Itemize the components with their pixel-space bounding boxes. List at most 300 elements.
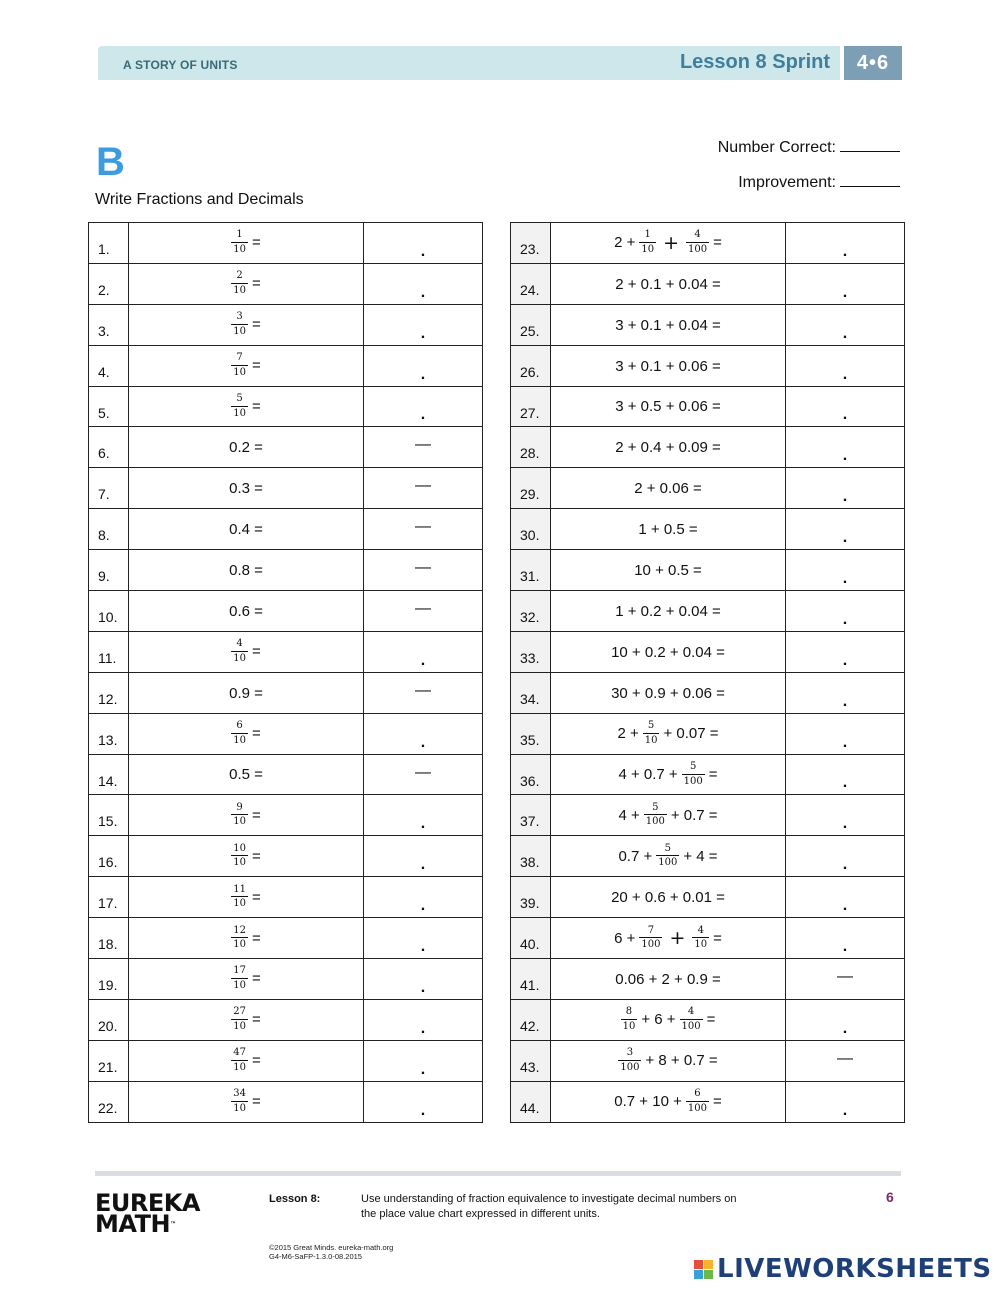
answer-cell[interactable] <box>786 386 905 427</box>
expression-text: 10 + 0.2 + 0.04 = <box>611 643 725 661</box>
expression-text: 2 + 0.1 + 0.04 = <box>615 275 721 293</box>
fraction <box>231 803 248 828</box>
problem-row <box>511 345 905 386</box>
denominator: 10 <box>233 734 246 746</box>
numerator: 3 <box>618 1048 641 1061</box>
sprint-letter: B <box>96 140 125 184</box>
problem-expression <box>551 877 786 918</box>
number-correct-blank[interactable] <box>840 138 900 152</box>
operator: + <box>663 231 680 254</box>
problem-row <box>89 386 483 427</box>
answer-cell[interactable] <box>364 672 483 713</box>
decimal-point-marker: . <box>842 529 848 547</box>
decimal-point-marker: . <box>842 406 848 424</box>
problem-number: 33. <box>511 631 551 672</box>
problem-row <box>511 959 905 1000</box>
fraction <box>639 926 662 951</box>
problem-row <box>511 836 905 877</box>
liveworksheets-text: LIVEWORKSHEETS <box>717 1254 992 1284</box>
denominator: 10 <box>694 939 708 951</box>
answer-cell[interactable] <box>364 263 483 304</box>
number-correct-label: Number Correct: <box>717 139 836 156</box>
sprint-title: Write Fractions and Decimals <box>95 191 304 208</box>
problem-number: 6. <box>89 427 129 468</box>
decimal-point-marker: . <box>842 570 848 588</box>
answer-cell[interactable] <box>786 836 905 877</box>
operator: = <box>251 643 261 661</box>
fraction-bar-marker: — <box>415 600 431 618</box>
problem-expression <box>129 468 364 509</box>
problem-number: 14. <box>89 754 129 795</box>
answer-cell[interactable] <box>786 591 905 632</box>
numerator: 8 <box>621 1007 638 1020</box>
expression-text: 0.8 = <box>229 561 263 579</box>
problem-expression <box>129 427 364 468</box>
operator: = <box>251 398 261 415</box>
problems-table-left <box>88 222 483 1123</box>
problem-row <box>89 836 483 877</box>
copyright-text: ©2015 Great Minds. eureka-math.org <box>269 1243 394 1252</box>
problem-number: 40. <box>511 918 551 959</box>
fraction <box>231 271 248 296</box>
operator: = <box>713 929 722 947</box>
answer-cell[interactable] <box>786 795 905 836</box>
document-code: G4-M6-SaFP-1.3.0-08.2015 <box>269 1252 362 1261</box>
fraction <box>231 1048 248 1073</box>
problem-number: 5. <box>89 386 129 427</box>
logo-line-2-text: MATH <box>95 1210 171 1238</box>
problem-number: 24. <box>511 263 551 304</box>
problem-expression <box>551 1040 786 1081</box>
problem-number: 2. <box>89 263 129 304</box>
expression-text: 0.5 = <box>229 766 263 784</box>
header-banner <box>98 46 840 80</box>
series-label: A STORY OF UNITS <box>123 58 238 72</box>
decimal-point-marker: . <box>420 733 426 751</box>
footer-lesson-label: Lesson 8: <box>269 1193 321 1205</box>
fraction-bar-marker: — <box>415 681 431 699</box>
operator: = <box>251 1093 261 1111</box>
denominator: 10 <box>233 652 246 664</box>
problem-expression <box>129 550 364 591</box>
problem-row <box>511 509 905 550</box>
fraction <box>231 966 248 991</box>
problem-expression <box>129 509 364 550</box>
problem-expression <box>551 1081 786 1122</box>
denominator: 10 <box>233 898 246 910</box>
answer-cell[interactable] <box>786 918 905 959</box>
fraction <box>621 1007 638 1032</box>
answer-cell[interactable] <box>786 999 905 1040</box>
problem-row <box>89 713 483 754</box>
decimal-point-marker: . <box>842 815 848 833</box>
problem-row <box>89 304 483 345</box>
answer-cell[interactable] <box>364 550 483 591</box>
problem-row <box>89 223 483 264</box>
numerator: 10 <box>231 844 248 857</box>
answer-cell[interactable] <box>786 672 905 713</box>
expression-text: 0.2 = <box>229 439 263 457</box>
problem-expression <box>551 631 786 672</box>
answer-cell[interactable] <box>786 509 905 550</box>
denominator: 100 <box>687 1102 707 1114</box>
answer-cell[interactable] <box>786 959 905 1000</box>
answer-cell[interactable] <box>786 631 905 672</box>
fraction <box>231 394 248 419</box>
problem-expression <box>129 345 364 386</box>
problem-number: 19. <box>89 959 129 1000</box>
decimal-point-marker: . <box>842 488 848 506</box>
fraction <box>692 926 709 951</box>
answer-cell[interactable] <box>364 959 483 1000</box>
answer-cell[interactable] <box>364 877 483 918</box>
problem-number: 42. <box>511 999 551 1040</box>
improvement-blank[interactable] <box>840 173 900 187</box>
problem-row <box>511 1081 905 1122</box>
problem-expression <box>129 754 364 795</box>
problem-expression <box>551 836 786 877</box>
problem-number: 29. <box>511 468 551 509</box>
page-number: 6 <box>886 1189 894 1205</box>
decimal-point-marker: . <box>842 324 848 342</box>
problem-number: 25. <box>511 304 551 345</box>
problem-expression <box>129 959 364 1000</box>
problem-number: 41. <box>511 959 551 1000</box>
problems-table-right <box>510 222 905 1123</box>
numerator: 4 <box>231 639 248 652</box>
denominator: 10 <box>233 243 246 255</box>
answer-cell[interactable] <box>364 223 483 264</box>
problem-expression <box>551 672 786 713</box>
fraction <box>231 1089 248 1114</box>
logo-line-1: EUREKA <box>95 1189 200 1217</box>
problem-number: 22. <box>89 1081 129 1122</box>
answer-cell[interactable] <box>786 427 905 468</box>
expression-text: 4 + <box>618 806 640 824</box>
fraction <box>231 926 248 951</box>
denominator: 10 <box>644 734 658 746</box>
answer-cell[interactable] <box>364 386 483 427</box>
denominator: 10 <box>233 1061 246 1073</box>
fraction-bar-marker: — <box>415 477 431 495</box>
problem-row <box>89 795 483 836</box>
logo-square-1 <box>694 1260 703 1269</box>
fraction <box>680 1007 703 1032</box>
problem-expression <box>129 877 364 918</box>
denominator: 100 <box>641 939 661 951</box>
answer-cell[interactable] <box>786 713 905 754</box>
answer-cell[interactable] <box>786 550 905 591</box>
problem-expression <box>551 386 786 427</box>
decimal-point-marker: . <box>842 897 848 915</box>
problem-number: 16. <box>89 836 129 877</box>
problem-row <box>89 345 483 386</box>
problem-number: 38. <box>511 836 551 877</box>
fraction <box>231 885 248 910</box>
answer-cell[interactable] <box>364 795 483 836</box>
answer-cell[interactable] <box>364 999 483 1040</box>
decimal-point-marker: . <box>842 733 848 751</box>
decimal-point-marker: . <box>420 1019 426 1037</box>
decimal-point-marker: . <box>842 365 848 383</box>
numerator: 27 <box>231 1007 248 1020</box>
answer-cell[interactable] <box>786 468 905 509</box>
operator: = <box>251 806 261 824</box>
decimal-point-marker: . <box>420 406 426 424</box>
denominator: 10 <box>641 243 655 255</box>
eureka-math-logo <box>95 1189 200 1238</box>
answer-cell[interactable] <box>786 345 905 386</box>
expression-text: 2 + <box>614 234 636 252</box>
problem-expression <box>129 836 364 877</box>
problem-row <box>511 263 905 304</box>
fraction-bar-marker: — <box>837 1049 853 1067</box>
problem-expression <box>551 713 786 754</box>
problem-row <box>511 999 905 1040</box>
numerator: 4 <box>692 926 709 939</box>
numerator: 6 <box>231 721 248 734</box>
operator: = <box>251 316 261 334</box>
answer-cell[interactable] <box>364 631 483 672</box>
numerator: 7 <box>231 353 248 366</box>
problem-row <box>89 1081 483 1122</box>
problem-expression <box>129 631 364 672</box>
operator: + <box>669 927 686 950</box>
grade-module-badge: 4•6 <box>844 46 902 80</box>
expression-text: + 4 = <box>683 847 718 865</box>
problem-expression <box>129 1081 364 1122</box>
problem-expression <box>129 223 364 264</box>
problem-row <box>511 631 905 672</box>
operator: = <box>251 929 261 947</box>
decimal-point-marker: . <box>420 651 426 669</box>
numerator: 4 <box>686 230 709 243</box>
decimal-point-marker: . <box>420 324 426 342</box>
problem-number: 36. <box>511 754 551 795</box>
problem-number: 10. <box>89 591 129 632</box>
decimal-point-marker: . <box>420 815 426 833</box>
decimal-point-marker: . <box>420 897 426 915</box>
problem-number: 11. <box>89 631 129 672</box>
problem-row <box>89 263 483 304</box>
numerator: 5 <box>644 803 667 816</box>
answer-cell[interactable] <box>786 877 905 918</box>
fraction <box>686 1089 709 1114</box>
fraction <box>682 762 705 787</box>
decimal-point-marker: . <box>420 283 426 301</box>
operator: = <box>251 234 261 252</box>
operator: = <box>251 847 261 865</box>
decimal-point-marker: . <box>420 1060 426 1078</box>
answer-cell[interactable] <box>786 754 905 795</box>
number-correct <box>718 138 900 157</box>
problem-expression <box>551 427 786 468</box>
problem-number: 44. <box>511 1081 551 1122</box>
decimal-point-marker: . <box>842 938 848 956</box>
problem-expression <box>129 918 364 959</box>
footer-lesson-description: Use understanding of fraction equivalence to investigate decimal numbers on the place value chart expressed in different units. <box>361 1193 737 1220</box>
problem-row <box>511 918 905 959</box>
answer-cell[interactable] <box>364 1040 483 1081</box>
decimal-point-marker: . <box>842 447 848 465</box>
problem-expression <box>129 795 364 836</box>
decimal-point-marker: . <box>842 774 848 792</box>
operator: = <box>251 725 261 743</box>
problem-row <box>89 1040 483 1081</box>
problem-number: 32. <box>511 591 551 632</box>
expression-text: 2 + <box>617 725 639 743</box>
problem-expression <box>129 263 364 304</box>
fraction <box>231 353 248 378</box>
numerator: 12 <box>231 926 248 939</box>
problem-number: 43. <box>511 1040 551 1081</box>
expression-text: 3 + 0.5 + 0.06 = <box>615 398 721 416</box>
answer-cell[interactable] <box>786 223 905 264</box>
problem-row <box>89 468 483 509</box>
answer-cell[interactable] <box>364 345 483 386</box>
denominator: 10 <box>233 366 246 378</box>
expression-text: 0.06 + 2 + 0.9 = <box>615 970 721 988</box>
operator: = <box>251 1011 261 1029</box>
denominator: 10 <box>233 1020 246 1032</box>
answer-cell[interactable] <box>364 591 483 632</box>
fraction <box>231 844 248 869</box>
problem-row <box>89 672 483 713</box>
expression-text: 10 + 0.5 = <box>634 561 702 579</box>
expression-text: 6 + <box>614 929 636 947</box>
expression-text: 0.3 = <box>229 480 263 498</box>
problem-number: 1. <box>89 223 129 264</box>
operator: = <box>706 1011 716 1029</box>
fraction <box>231 721 248 746</box>
answer-cell[interactable] <box>786 1040 905 1081</box>
numerator: 7 <box>639 926 662 939</box>
numerator: 5 <box>682 762 705 775</box>
operator: = <box>713 234 722 252</box>
decimal-point-marker: . <box>842 283 848 301</box>
answer-cell[interactable] <box>364 918 483 959</box>
numerator: 34 <box>231 1089 248 1102</box>
problem-number: 17. <box>89 877 129 918</box>
footer-copyright <box>269 1243 393 1261</box>
expression-text: 2 + 0.4 + 0.09 = <box>615 439 721 457</box>
decimal-point-marker: . <box>420 242 426 260</box>
improvement-label: Improvement: <box>738 174 836 191</box>
problem-row <box>511 591 905 632</box>
problem-number: 27. <box>511 386 551 427</box>
operator: = <box>708 766 718 784</box>
fraction <box>639 230 656 255</box>
expression-text: + 0.7 = <box>670 806 718 824</box>
numerator: 5 <box>656 844 679 857</box>
problem-expression <box>551 304 786 345</box>
fraction <box>231 312 248 337</box>
problem-number: 26. <box>511 345 551 386</box>
fraction-bar-marker: — <box>415 436 431 454</box>
denominator: 10 <box>233 857 246 869</box>
answer-cell[interactable] <box>786 304 905 345</box>
answer-cell[interactable] <box>364 754 483 795</box>
fraction-bar-marker: — <box>415 518 431 536</box>
operator: = <box>712 1093 722 1111</box>
expression-text: 1 + 0.2 + 0.04 = <box>615 602 721 620</box>
numerator: 17 <box>231 966 248 979</box>
expression-text: + 6 + <box>641 1011 676 1029</box>
problem-number: 3. <box>89 304 129 345</box>
answer-cell[interactable] <box>364 468 483 509</box>
problem-row <box>511 386 905 427</box>
numerator: 1 <box>231 230 248 243</box>
problem-row <box>89 509 483 550</box>
expression-text: 1 + 0.5 = <box>638 521 698 539</box>
numerator: 11 <box>231 885 248 898</box>
answer-cell[interactable] <box>364 509 483 550</box>
problem-expression <box>551 918 786 959</box>
expression-text: 0.4 = <box>229 521 263 539</box>
problem-expression <box>551 999 786 1040</box>
expression-text: 20 + 0.6 + 0.01 = <box>611 889 725 907</box>
answer-cell[interactable] <box>364 836 483 877</box>
answer-cell[interactable] <box>364 427 483 468</box>
problem-row <box>511 223 905 264</box>
decimal-point-marker: . <box>420 938 426 956</box>
numerator: 2 <box>231 271 248 284</box>
problem-row <box>89 959 483 1000</box>
problem-expression <box>129 304 364 345</box>
problem-number: 39. <box>511 877 551 918</box>
logo-square-4 <box>704 1270 713 1279</box>
problem-expression <box>551 223 786 264</box>
answer-cell[interactable] <box>786 1081 905 1122</box>
problem-expression <box>551 550 786 591</box>
problem-number: 18. <box>89 918 129 959</box>
problem-number: 9. <box>89 550 129 591</box>
denominator: 100 <box>681 1020 701 1032</box>
decimal-point-marker: . <box>842 610 848 628</box>
logo-line-2 <box>95 1210 200 1238</box>
improvement <box>738 173 900 192</box>
expression-text: 2 + 0.06 = <box>634 480 702 498</box>
problem-number: 35. <box>511 713 551 754</box>
problem-row <box>511 713 905 754</box>
problem-expression <box>129 672 364 713</box>
problem-row <box>511 795 905 836</box>
problem-row <box>89 591 483 632</box>
operator: = <box>251 888 261 906</box>
answer-cell[interactable] <box>786 263 905 304</box>
problem-expression <box>129 386 364 427</box>
problem-expression <box>551 509 786 550</box>
problem-number: 20. <box>89 999 129 1040</box>
problem-expression <box>551 795 786 836</box>
denominator: 100 <box>658 857 678 869</box>
numerator: 5 <box>643 721 660 734</box>
operator: = <box>251 1052 261 1070</box>
answer-cell[interactable] <box>364 304 483 345</box>
decimal-point-marker: . <box>842 1101 848 1119</box>
problem-number: 15. <box>89 795 129 836</box>
problem-expression <box>551 345 786 386</box>
logo-square-3 <box>694 1270 703 1279</box>
answer-cell[interactable] <box>364 1081 483 1122</box>
denominator: 100 <box>645 816 665 828</box>
liveworksheets-watermark <box>694 1255 992 1283</box>
problem-row <box>511 877 905 918</box>
answer-cell[interactable] <box>364 713 483 754</box>
expression-text: 0.9 = <box>229 684 263 702</box>
numerator: 4 <box>680 1007 703 1020</box>
denominator: 100 <box>683 775 703 787</box>
